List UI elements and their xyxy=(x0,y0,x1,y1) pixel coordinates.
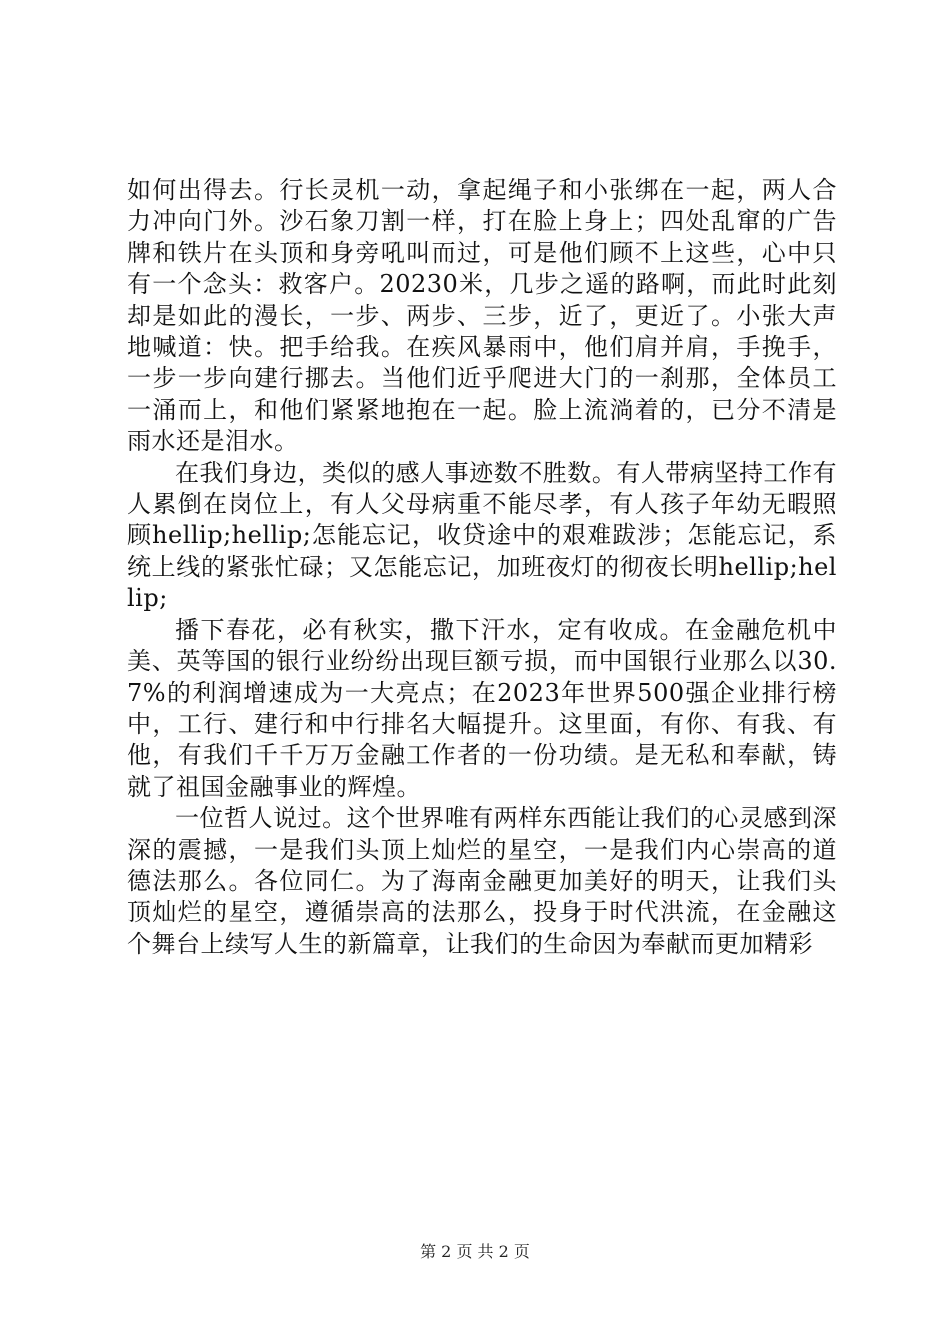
paragraph-2: 在我们身边，类似的感人事迹数不胜数。有人带病坚持工作有人累倒在岗位上，有人父母病重不能尽孝，有人孩子年幼无暇照顾hellip;hellip;怎能忘记，收贷途中的艰难跋涉；怎能忘记，系统上线的紧张忙碌；又怎能忘记，加班夜灯的彻夜长明hellip;hellip; xyxy=(127,458,837,613)
paragraph-1: 如何出得去。行长灵机一动，拿起绳子和小张绑在一起，两人合力冲向门外。沙石象刀割一样，打在脸上身上；四处乱窜的广告牌和铁片在头顶和身旁吼叫而过，可是他们顾不上这些，心中只有一个念头：救客户。20230米，几步之遥的路啊，而此时此刻却是如此的漫长，一步、两步、三步，近了，更近了。小张大声地喊道：快。把手给我。在疾风暴雨中，他们肩并肩，手挽手，一步一步向建行挪去。当他们近乎爬进大门的一刹那，全体员工一涌而上，和他们紧紧地抱在一起。脸上流淌着的，已分不清是雨水还是泪水。 xyxy=(127,176,837,456)
page-number-footer: 第 2 页 共 2 页 xyxy=(420,1242,530,1261)
paragraph-3: 播下春花，必有秋实，撒下汗水，定有收成。在金融危机中美、英等国的银行业纷纷出现巨额亏损，而中国银行业那么以30.7%的利润增速成为一大亮点；在2023年世界500强企业排行榜中，工行、建行和中行排名大幅提升。这里面，有你、有我、有他，有我们千千万万金融工作者的一份功绩。是无私和奉献，铸就了祖国金融事业的辉煌。 xyxy=(127,615,837,801)
document-body xyxy=(127,175,837,960)
paragraph-4: 一位哲人说过。这个世界唯有两样东西能让我们的心灵感到深深的震撼，一是我们头顶上灿烂的星空，一是我们内心崇高的道德法那么。各位同仁。为了海南金融更加美好的明天，让我们头顶灿烂的星空，遵循崇高的法那么，投身于时代洪流，在金融这个舞台上续写人生的新篇章，让我们的生命因为奉献而更加精彩 xyxy=(127,804,837,958)
